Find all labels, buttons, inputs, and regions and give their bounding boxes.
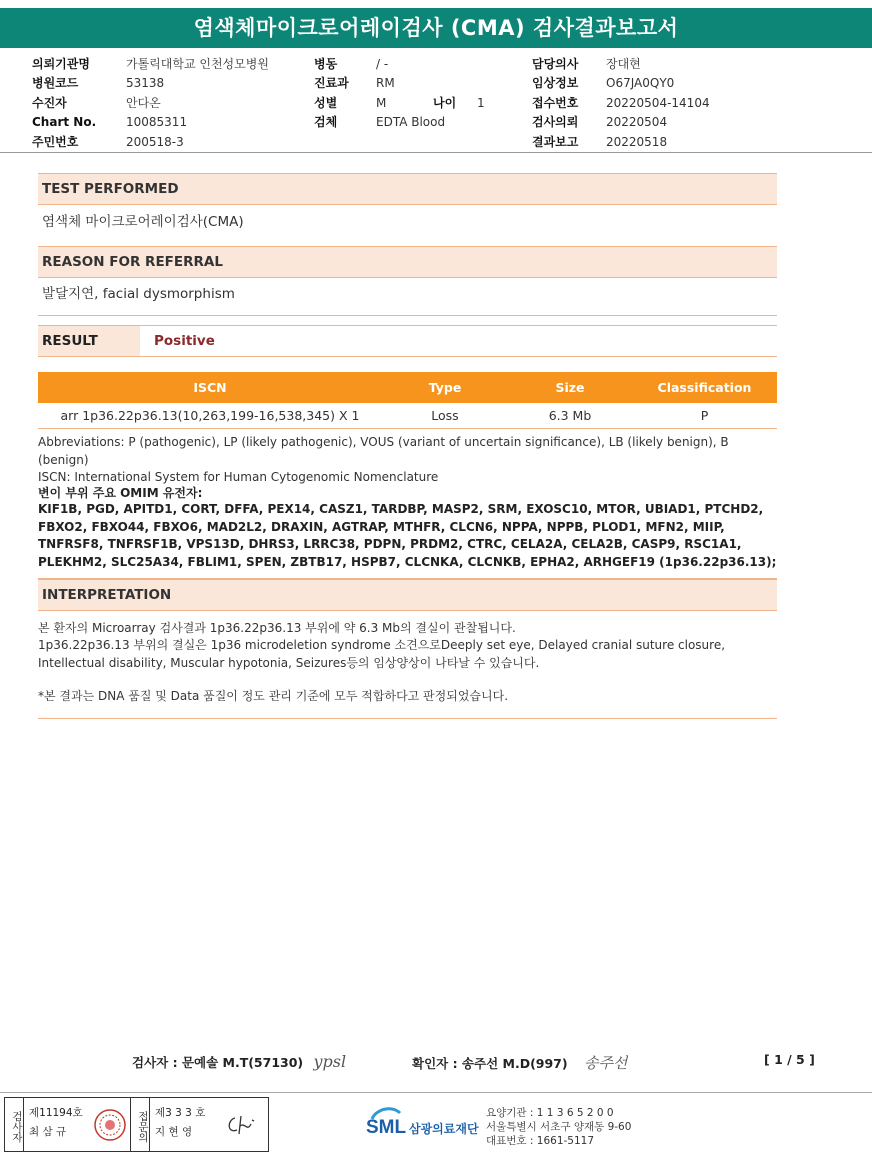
tester <box>132 1052 346 1071</box>
result-label: RESULT <box>38 326 140 356</box>
label-receipt-no: 접수번호 <box>532 95 579 110</box>
interpretation-note: *본 결과는 DNA 품질 및 Data 품질이 정도 관리 기준에 모두 적합하다고 판정되었습니다. <box>38 688 509 703</box>
footer-line-2: 서울특별시 서초구 양재동 9-60 <box>486 1121 632 1133</box>
th-type: Type <box>382 372 508 403</box>
label-resident-no: 주민번호 <box>32 134 79 149</box>
logo-text: SML <box>366 1117 407 1138</box>
stamp-specialist-license: 제3 3 3 호 <box>155 1107 206 1119</box>
value-resident-no: 200518-3 <box>126 134 184 149</box>
value-sex: M <box>376 95 387 110</box>
footer-contact <box>486 1106 631 1148</box>
section-test-performed <box>38 173 777 245</box>
reason-divider <box>38 315 777 316</box>
table-row <box>38 403 777 428</box>
omim-section <box>38 484 777 579</box>
interpretation-line-1: 본 환자의 Microarray 검사결과 1p36.22p36.13 부위에 약 6.3 Mb의 결실이 관찰됩니다. <box>38 621 516 635</box>
section-interpretation <box>38 579 777 719</box>
stamp-label-tester: 검사자 <box>5 1098 24 1151</box>
value-age: 1 <box>477 95 485 110</box>
th-size: Size <box>508 372 632 403</box>
label-age: 나이 <box>433 95 457 110</box>
stamp-tester-cell <box>24 1098 89 1151</box>
iscn-table-wrap <box>38 372 777 429</box>
cell-size: 6.3 Mb <box>508 403 632 428</box>
test-performed-heading: TEST PERFORMED <box>38 173 777 205</box>
reason-heading: REASON FOR REFERRAL <box>38 246 777 278</box>
value-department: RM <box>376 76 395 91</box>
reason-text: 발달지연, facial dysmorphism <box>42 286 235 302</box>
confirmer-name: 확인자 : 송주선 M.D(997) <box>412 1056 568 1071</box>
interpretation-divider <box>38 718 777 719</box>
value-chart-no: 10085311 <box>126 115 188 130</box>
section-reason <box>38 246 777 316</box>
value-receipt-no: 20220504-14104 <box>606 95 710 110</box>
label-request-date: 검사의뢰 <box>532 115 579 130</box>
tester-name: 검사자 : 문예솔 M.T(57130) <box>132 1055 304 1070</box>
value-report-date: 20220518 <box>606 134 668 149</box>
interpretation-heading: INTERPRETATION <box>38 579 777 611</box>
footer-line-1: 요양기관 : 1 1 3 6 5 2 0 0 <box>486 1107 614 1119</box>
handwritten-signature-icon <box>220 1098 260 1151</box>
cell-type: Loss <box>382 403 508 428</box>
label-institution: 의뢰기관명 <box>32 57 90 71</box>
result-value: Positive <box>154 333 215 349</box>
value-institution: 가톨릭대학교 인천성모병원 <box>126 57 269 71</box>
confirmer <box>412 1052 627 1073</box>
page-number: [ 1 / 5 ] <box>764 1052 815 1067</box>
cell-iscn: arr 1p36.22p36.13(10,263,199-16,538,345) X 1 <box>38 403 382 428</box>
info-col-1 <box>32 55 269 152</box>
tester-signature: ypsl <box>313 1052 347 1071</box>
value-ward: / - <box>376 57 389 71</box>
header-divider <box>0 152 872 153</box>
sml-logo <box>366 1105 479 1141</box>
label-patient: 수진자 <box>32 95 67 110</box>
stamp-tester-license: 제11194호 <box>29 1107 83 1119</box>
label-chart-no: Chart No. <box>32 115 97 130</box>
stamp-specialist-name: 지 현 영 <box>155 1126 193 1138</box>
section-result <box>38 325 777 357</box>
omim-title: 변이 부위 주요 OMIM 유전자: <box>38 486 203 500</box>
abbreviation-line-1: Abbreviations: P (pathogenic), LP (likely pathogenic), VOUS (variant of uncertain significance), LB (likely benign), B (benign) <box>38 435 729 467</box>
th-iscn: ISCN <box>38 372 382 403</box>
report-title: 염색체마이크로어레이검사 (CMA) 검사결과보고서 <box>0 8 872 48</box>
label-report-date: 결과보고 <box>532 134 579 149</box>
value-clinical-info: O67JA0QY0 <box>606 76 675 91</box>
value-doctor: 장대현 <box>606 57 641 71</box>
label-doctor: 담당의사 <box>532 57 579 71</box>
footer-divider <box>0 1092 872 1093</box>
stamp-tester-name: 최 삼 규 <box>29 1126 67 1138</box>
logo-org-name: 삼광의료재단 <box>409 1121 479 1136</box>
info-col-3 <box>532 55 710 152</box>
label-hospital-code: 병원코드 <box>32 76 79 91</box>
stamp-specialist-cell <box>150 1098 220 1151</box>
value-specimen: EDTA Blood <box>376 115 446 130</box>
value-request-date: 20220504 <box>606 115 668 130</box>
confirmer-signature: 송주선 <box>583 1054 628 1072</box>
test-performed-text: 염색체 마이크로어레이검사(CMA) <box>42 214 244 230</box>
label-specimen: 검체 <box>314 115 338 130</box>
certification-stamp-box <box>4 1097 269 1152</box>
value-patient: 안다온 <box>126 95 161 110</box>
abbreviations <box>38 434 777 487</box>
abbreviation-line-2: ISCN: International System for Human Cytogenomic Nomenclature <box>38 470 439 484</box>
omim-genes: KIF1B, PGD, APITD1, CORT, DFFA, PEX14, CASZ1, TARDBP, MASP2, SRM, EXOSC10, MTOR, UBIAD1, PTCHD2, FBXO2, FBXO44, FBXO6, MAD2L2, DRAXIN, AGTRAP, MTHFR, CLCN6, NPPA, NPPB, PLOD1, MFN2, MIIP, TNFRSF8, TNFRSF1B, VPS13D, DHRS3, LRRC38, PDPN, PRDM2, CTRC, CELA2A, CELA2B, CASP9, RSC1A1, PLEKHM2, SLC25A34, FBLIM1, SPEN, ZBTB17, HSPB7, CLCNKA, CLCNKB, EPHA2, ARHGEF19 (1p36.22p36.13); <box>38 502 777 569</box>
interpretation-line-2: 1p36.22p36.13 부위의 결실은 1p36 microdeletion syndrome 소견으로Deeply set eye, Delayed cranial suture closure, Intellectual disability, Muscular hypotonia, Seizures등의 임상양상이 나타날 수 있습니다. <box>38 638 726 670</box>
th-classification: Classification <box>632 372 777 403</box>
iscn-table <box>38 372 777 429</box>
footer-line-3: 대표번호 : 1661-5117 <box>486 1135 595 1147</box>
stamp-label-specialist: 접문의 <box>131 1098 150 1151</box>
label-department: 진료과 <box>314 76 349 91</box>
label-sex: 성별 <box>314 95 338 110</box>
info-col-2 <box>314 55 485 133</box>
value-hospital-code: 53138 <box>126 76 165 91</box>
label-ward: 병동 <box>314 57 338 71</box>
label-clinical-info: 임상정보 <box>532 76 579 91</box>
seal-icon <box>89 1098 131 1151</box>
cell-classification: P <box>632 403 777 428</box>
